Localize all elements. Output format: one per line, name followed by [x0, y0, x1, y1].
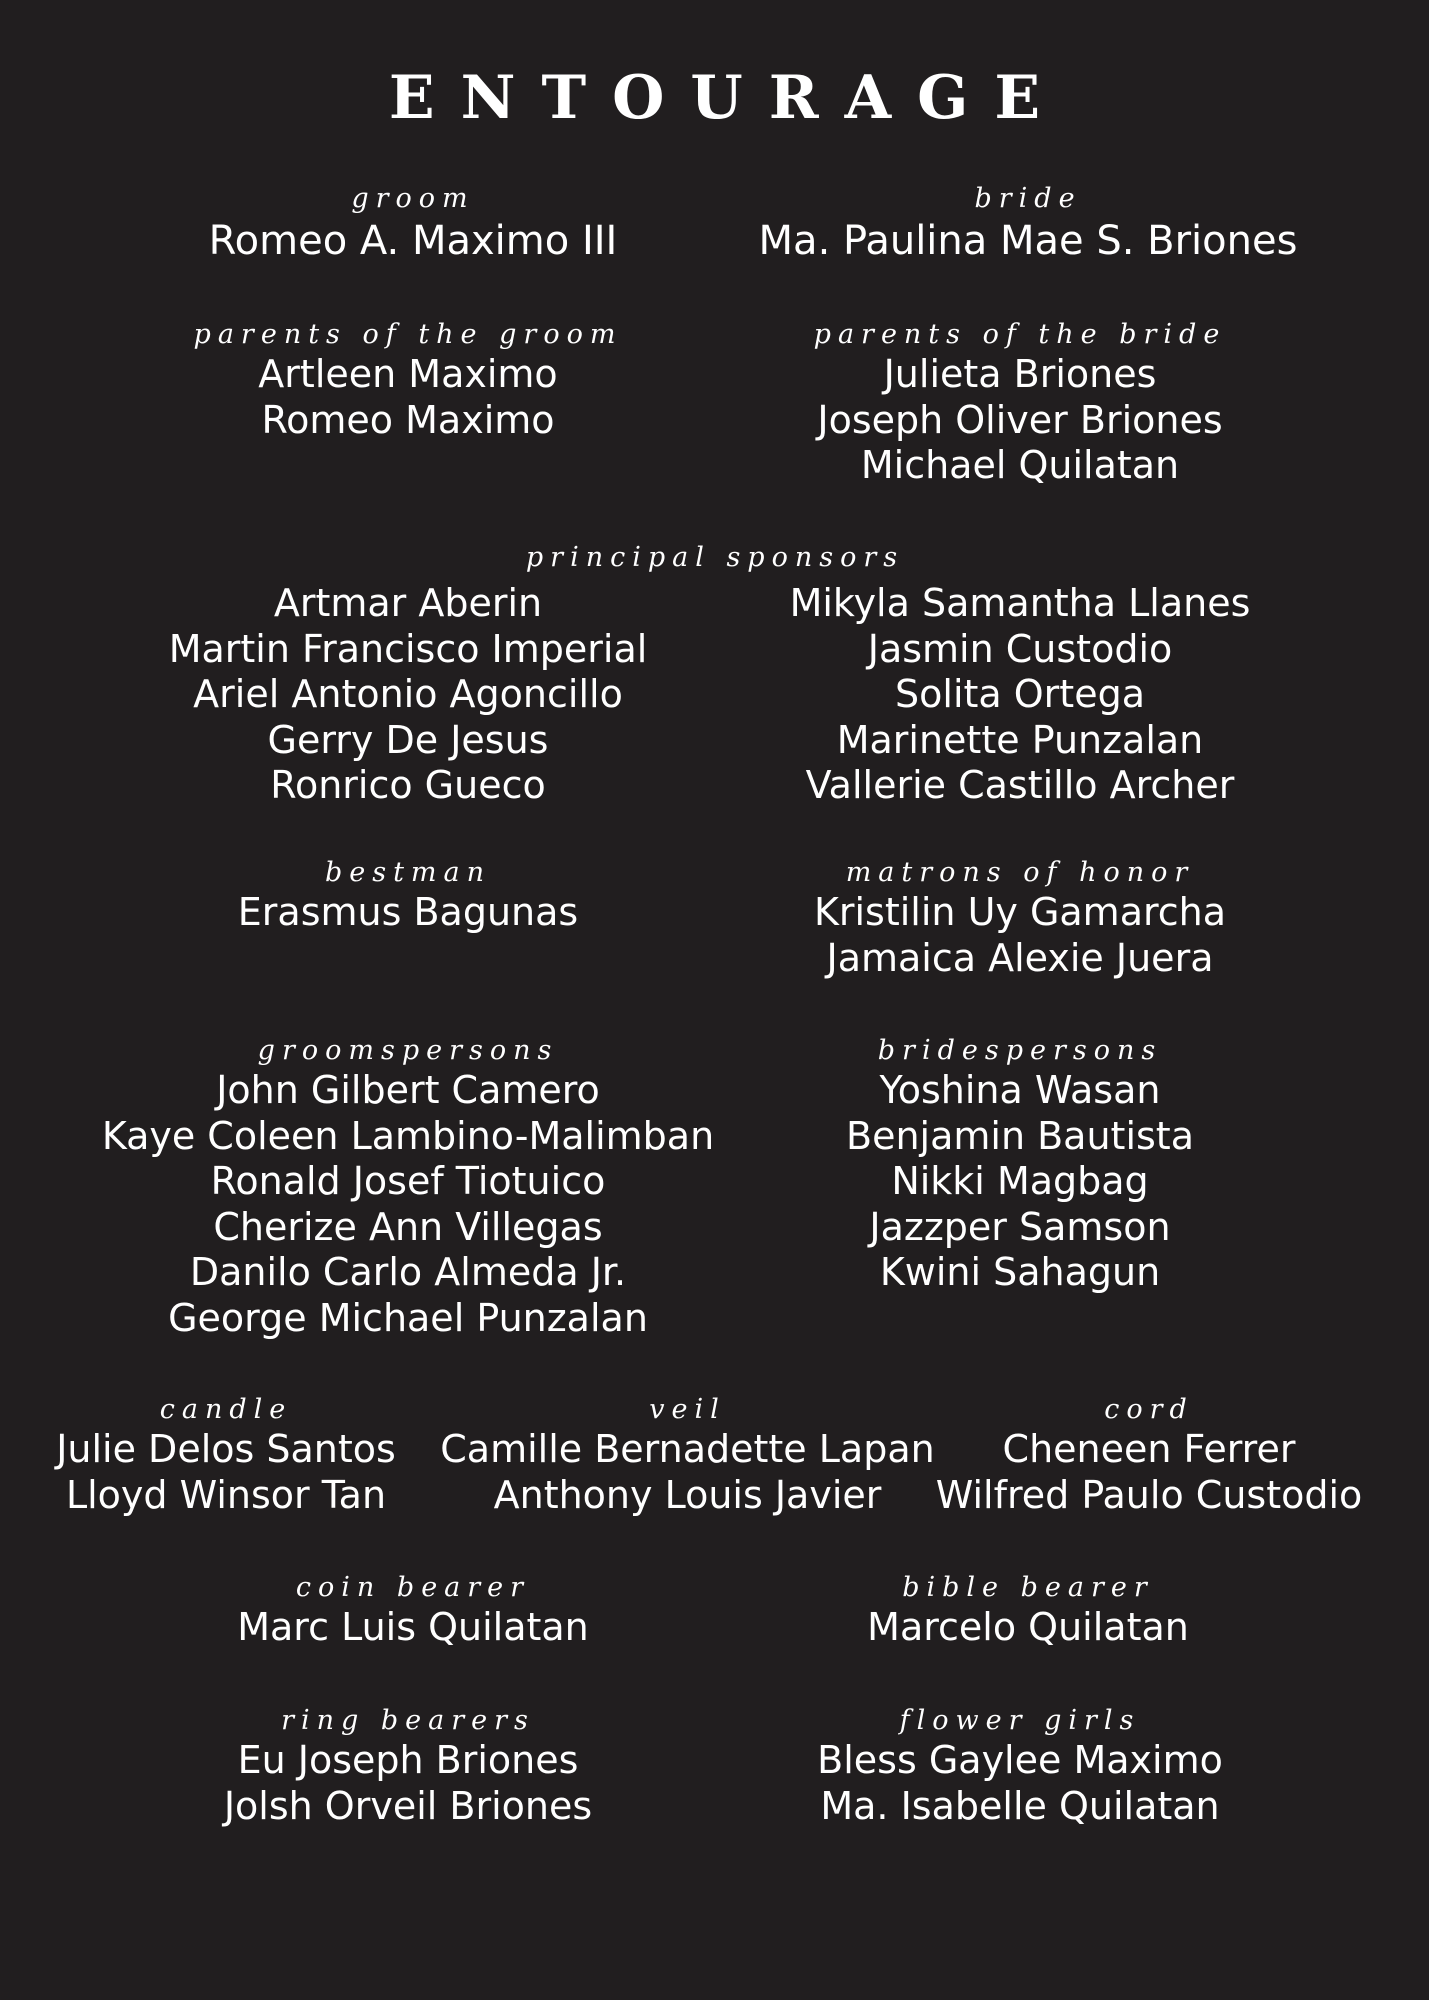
ring-bearer-name: Eu Joseph Briones: [237, 1738, 579, 1782]
parents-of-bride-label: parents of the bride: [813, 319, 1227, 350]
matron-name: Kristilin Uy Gamarcha: [813, 890, 1227, 934]
groomsperson-name: John Gilbert Camero: [216, 1068, 600, 1112]
groom-section: [113, 182, 713, 265]
groomsperson-name: Danilo Carlo Almeda Jr.: [189, 1250, 627, 1295]
bible-bearer-section: [728, 1571, 1328, 1651]
veil-section: [430, 1393, 945, 1518]
groomspersons-label: groomspersons: [257, 1035, 559, 1066]
groomsperson-name: George Michael Punzalan: [168, 1295, 648, 1340]
ring-bearers-section: [108, 1704, 708, 1829]
parents-of-groom-name: Romeo Maximo: [261, 397, 555, 442]
flower-girl-name: Bless Gaylee Maximo: [817, 1738, 1223, 1782]
parents-of-bride-name: Joseph Oliver Briones: [817, 397, 1223, 442]
bestman-label: bestman: [324, 857, 492, 888]
principal-sponsors-right: [720, 581, 1320, 809]
bride-section: [728, 182, 1328, 265]
matrons-of-honor-section: [720, 856, 1320, 981]
principal-sponsor-name: Ronrico Gueco: [270, 763, 546, 808]
cord-label: cord: [1104, 1394, 1194, 1425]
groomsperson-name: Ronald Josef Tiotuico: [210, 1159, 606, 1204]
bible-bearer-label: bible bearer: [902, 1572, 1154, 1603]
candle-sponsor-name: Lloyd Winsor Tan: [65, 1472, 387, 1517]
cord-sponsor-name: Cheneen Ferrer: [1002, 1427, 1296, 1471]
groom-name: Romeo A. Maximo III: [208, 218, 618, 264]
bible-bearer-name: Marcelo Quilatan: [867, 1605, 1189, 1649]
parents-of-bride-name: Julieta Briones: [883, 352, 1157, 396]
candle-sponsor-name: Julie Delos Santos: [56, 1427, 396, 1471]
cord-section: [924, 1393, 1374, 1518]
principal-sponsor-name: Jasmin Custodio: [867, 626, 1173, 671]
matron-name: Jamaica Alexie Juera: [826, 935, 1214, 980]
bridesperson-name: Nikki Magbag: [891, 1159, 1149, 1204]
groom-label: groom: [351, 183, 475, 214]
bride-label: bride: [974, 183, 1082, 214]
candle-label: candle: [159, 1394, 293, 1425]
parents-of-groom-label: parents of the groom: [193, 319, 623, 350]
veil-sponsor-name: Camille Bernadette Lapan: [440, 1427, 935, 1471]
parents-of-groom-section: [108, 318, 708, 443]
veil-sponsor-name: Anthony Louis Javier: [493, 1472, 882, 1517]
parents-of-bride-section: [720, 318, 1320, 489]
page-title: ENTOURAGE: [388, 63, 1067, 133]
matrons-of-honor-label: matrons of honor: [845, 857, 1195, 888]
flower-girls-section: [720, 1704, 1320, 1829]
coin-bearer-label: coin bearer: [295, 1572, 531, 1603]
veil-label: veil: [649, 1394, 726, 1425]
coin-bearer-name: Marc Luis Quilatan: [237, 1605, 589, 1649]
ring-bearers-label: ring bearers: [281, 1705, 535, 1736]
cord-sponsor-name: Wilfred Paulo Custodio: [935, 1472, 1363, 1517]
principal-sponsor-name: Gerry De Jesus: [267, 717, 549, 762]
bestman-name: Erasmus Bagunas: [237, 890, 579, 934]
principal-sponsor-name: Marinette Punzalan: [836, 717, 1204, 762]
parents-of-bride-name: Michael Quilatan: [860, 443, 1180, 488]
groomsperson-name: Cherize Ann Villegas: [213, 1204, 603, 1249]
principal-sponsors-label: principal sponsors: [525, 542, 905, 573]
principal-sponsors-section: [415, 541, 1015, 575]
principal-sponsor-name: Artmar Aberin: [273, 581, 543, 625]
principal-sponsor-name: Ariel Antonio Agoncillo: [193, 672, 623, 717]
principal-sponsor-name: Mikyla Samantha Llanes: [789, 581, 1251, 625]
bridespersons-section: [720, 1034, 1320, 1296]
candle-section: [26, 1393, 426, 1518]
principal-sponsor-name: Solita Ortega: [895, 672, 1145, 717]
bridespersons-label: bridespersons: [877, 1035, 1163, 1066]
bridesperson-name: Kwini Sahagun: [879, 1250, 1161, 1295]
principal-sponsors-left: [108, 581, 708, 809]
principal-sponsor-name: Vallerie Castillo Archer: [805, 763, 1235, 808]
bride-name: Ma. Paulina Mae S. Briones: [758, 218, 1298, 264]
bestman-section: [108, 856, 708, 936]
flower-girl-name: Ma. Isabelle Quilatan: [820, 1783, 1220, 1828]
ring-bearer-name: Jolsh Orveil Briones: [223, 1783, 593, 1828]
principal-sponsor-name: Martin Francisco Imperial: [168, 626, 648, 671]
bridesperson-name: Jazzper Samson: [869, 1204, 1171, 1249]
coin-bearer-section: [113, 1571, 713, 1651]
bridesperson-name: Yoshina Wasan: [879, 1068, 1161, 1112]
groomspersons-section: [58, 1034, 758, 1342]
bridesperson-name: Benjamin Bautista: [846, 1113, 1194, 1158]
parents-of-groom-name: Artleen Maximo: [258, 352, 558, 396]
groomsperson-name: Kaye Coleen Lambino-Malimban: [101, 1113, 715, 1158]
flower-girls-label: flower girls: [899, 1705, 1141, 1736]
